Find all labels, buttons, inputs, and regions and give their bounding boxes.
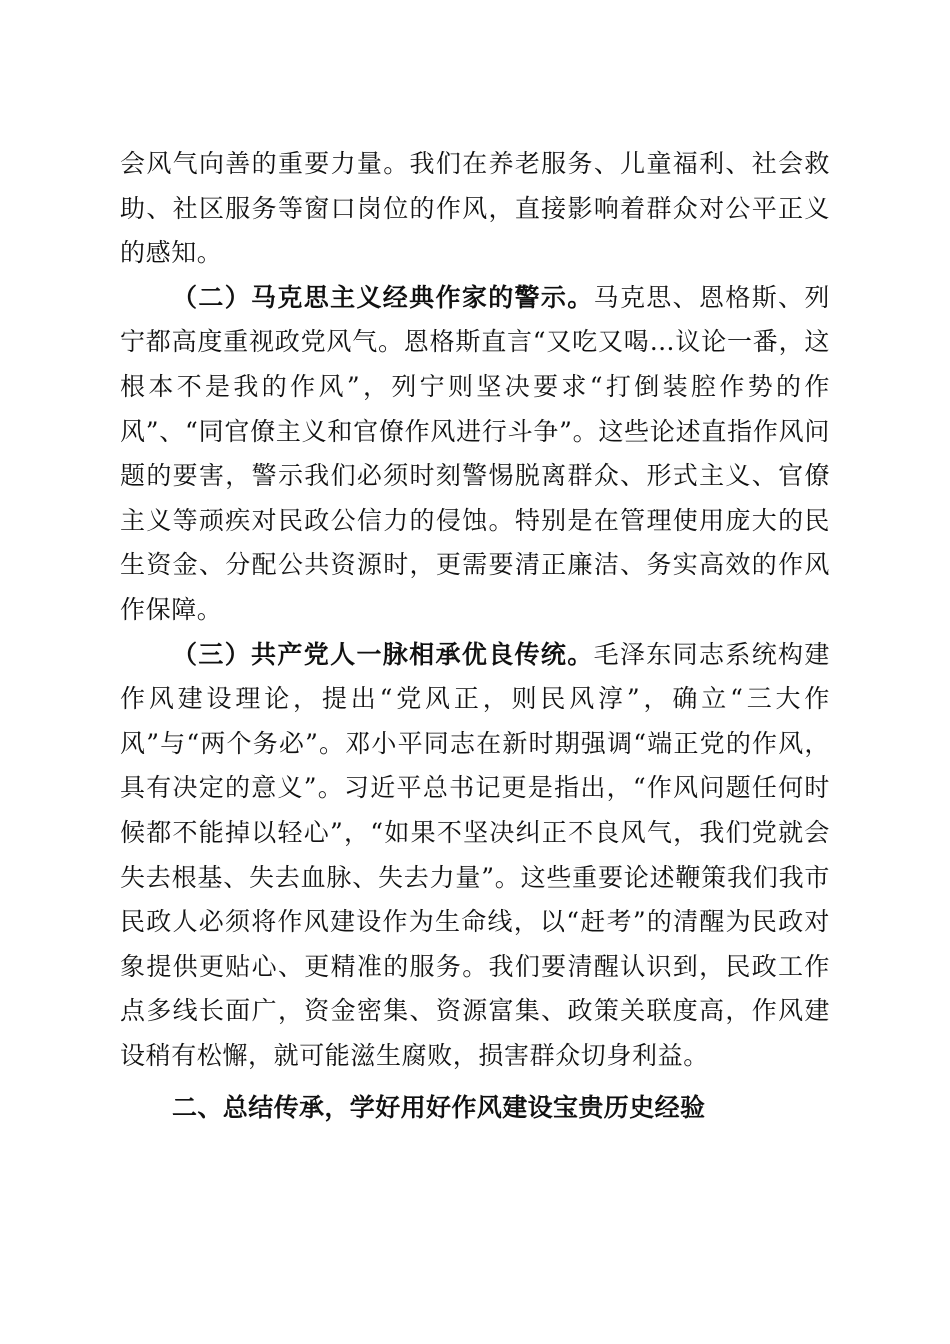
paragraph-3-text: 毛泽东同志系统构建作风建设理论，提出“党风正，则民风淳”，确立“三大作风”与“两个务必”。邓小平同志在新时期强调“端正党的作风，具有决定的意义”。习近平总书记更是指出，“作风问题任何时候都不能掉以轻心”，“如果不坚决纠正不良风气，我们党就会失去根基、失去血脉、失去力量”。这些重要论述鞭策我们我市民政人必须将作风建设作为生命线，以“赶考”的清醒为民政对象提供更贴心、更精准的服务。我们要清醒认识到，民政工作点多线长面广，资金密集、资源富集、政策关联度高，作风建设稍有松懈，就可能滋生腐败，损害群众切身利益。 [120,639,830,1070]
paragraph-3 [120,633,830,1079]
paragraph-2-text: 马克思、恩格斯、列宁都高度重视政党风气。恩格斯直言“又吃又喝…议论一番，这根本不是我的作风”，列宁则坚决要求“打倒装腔作势的作风”、“同官僚主义和官僚作风进行斗争”。这些论述直指作风问题的要害，警示我们必须时刻警惕脱离群众、形式主义、官僚主义等顽疾对民政公信力的侵蚀。特别是在管理使用庞大的民生资金、分配公共资源时，更需要清正廉洁、务实高效的作风作保障。 [120,282,830,624]
paragraph-3-lead: （三）共产党人一脉相承优良传统。 [172,639,594,669]
section-heading: 二、总结传承，学好用好作风建设宝贵历史经验 [172,1093,706,1123]
document-page [120,142,830,1131]
paragraph-2 [120,276,830,633]
paragraph-1-text: 会风气向善的重要力量。我们在养老服务、儿童福利、社会救助、社区服务等窗口岗位的作风，直接影响着群众对公平正义的感知。 [120,149,830,268]
paragraph-2-lead: （二）马克思主义经典作家的警示。 [172,282,594,312]
paragraph-1 [120,142,830,276]
